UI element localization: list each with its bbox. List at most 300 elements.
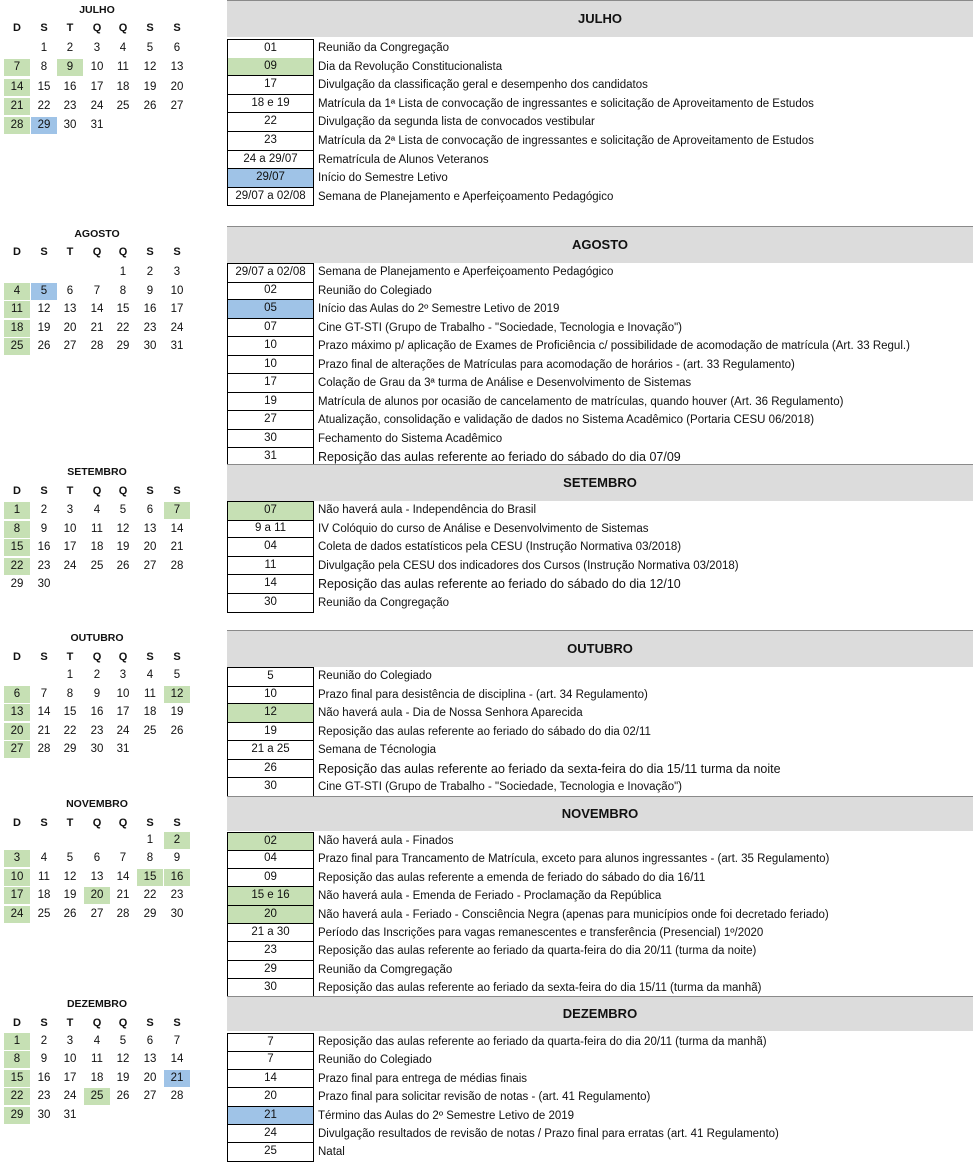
- weekday-header: S: [146, 1017, 154, 1029]
- weekday-header: Q: [92, 1017, 102, 1029]
- event-date: 30: [227, 979, 314, 997]
- calendar-day: 21: [4, 98, 30, 115]
- event-date: 24: [227, 1125, 314, 1143]
- calendar-day: 4: [40, 852, 48, 865]
- calendar-day: 31: [90, 119, 104, 132]
- month-banner-title: NOVEMBRO: [561, 806, 639, 821]
- weekday-header: D: [13, 485, 21, 497]
- calendar-day: 24: [4, 906, 30, 923]
- event-date: 22: [227, 113, 314, 132]
- calendar-day: 31: [63, 1108, 77, 1121]
- calendar-day: 15: [4, 539, 30, 556]
- calendar-day: 31: [170, 340, 184, 353]
- weekday-header: S: [146, 485, 154, 497]
- calendar-day: 10: [170, 284, 184, 297]
- event-date: 29: [227, 961, 314, 979]
- calendar-day: 4: [119, 42, 127, 54]
- calendar-day: 10: [90, 61, 104, 74]
- calendar-day: 17: [90, 80, 104, 93]
- event-description: Matrícula da 2ª Lista de convocação de ingressantes e solicitação de Aproveitamento de Estudos: [318, 135, 814, 147]
- event-date: 31: [227, 448, 314, 467]
- calendar-day: 7: [4, 59, 30, 76]
- calendar-day: 30: [143, 340, 157, 353]
- calendar-day: 2: [40, 504, 48, 516]
- calendar-day: 21: [116, 889, 130, 902]
- event-date: 14: [227, 575, 314, 594]
- calendar-day: 18: [90, 1071, 104, 1084]
- event-row: [227, 686, 973, 705]
- calendar-day: 5: [31, 283, 57, 300]
- event-row: [227, 520, 973, 539]
- calendar-day: 25: [116, 99, 130, 112]
- calendar-day: 25: [143, 724, 157, 737]
- event-row: [227, 942, 973, 960]
- calendar-day: 23: [143, 321, 157, 334]
- month-section-outubro: [0, 630, 973, 800]
- weekday-header: Q: [118, 817, 128, 829]
- weekday-header: D: [13, 1017, 21, 1029]
- calendar-day: 30: [37, 578, 51, 591]
- calendar-day: 20: [84, 887, 110, 904]
- calendar-day: 26: [116, 1090, 130, 1103]
- calendar-day: 17: [170, 303, 184, 316]
- event-date: 02: [227, 832, 314, 851]
- mini-calendar-title: AGOSTO: [74, 228, 120, 240]
- calendar-day: 13: [143, 1053, 157, 1066]
- calendar-day: 18: [4, 320, 30, 337]
- event-row: [227, 1088, 973, 1106]
- calendar-day: 27: [90, 907, 104, 920]
- event-description: Reunião da Congregação: [318, 42, 450, 54]
- event-row: [227, 76, 973, 95]
- calendar-day: 8: [146, 852, 154, 865]
- mini-calendar-title: SETEMBRO: [67, 466, 127, 478]
- event-date: 14: [227, 1070, 314, 1088]
- weekday-header: Q: [118, 651, 128, 663]
- calendar-day: 11: [4, 301, 30, 318]
- calendar-day: 13: [63, 303, 77, 316]
- event-description: Fechamento do Sistema Acadêmico: [318, 432, 503, 445]
- calendar-day: 27: [4, 741, 30, 758]
- calendar-day: 13: [143, 522, 157, 535]
- event-description: Não haverá aula - Dia de Nossa Senhora Aparecida: [318, 707, 583, 719]
- event-row: [227, 58, 973, 77]
- mini-calendar-title: NOVEMBRO: [66, 798, 128, 810]
- event-date: 23: [227, 132, 314, 151]
- month-section-julho: [0, 0, 973, 203]
- event-row: [227, 132, 973, 151]
- month-section-setembro: [0, 464, 973, 634]
- calendar-day: 13: [4, 704, 30, 721]
- calendar-day: 29: [143, 907, 157, 920]
- event-row: [227, 113, 973, 132]
- event-date: 29/07: [227, 169, 314, 188]
- mini-calendar-title: JULHO: [79, 4, 115, 16]
- calendar-day: 28: [170, 1090, 184, 1103]
- event-row: [227, 1033, 973, 1051]
- event-date: 19: [227, 393, 314, 412]
- event-date: 21 a 25: [227, 741, 314, 760]
- event-row: [227, 869, 973, 887]
- event-date: 10: [227, 356, 314, 375]
- weekday-header: Q: [92, 246, 102, 258]
- calendar-day: 8: [4, 521, 30, 538]
- weekday-header: T: [66, 485, 74, 497]
- calendar-day: 28: [37, 743, 51, 756]
- calendar-day: 16: [143, 303, 157, 316]
- event-description: Cine GT-STI (Grupo de Trabalho - "Sociedade, Tecnologia e Inovação"): [318, 781, 683, 793]
- event-row: [227, 282, 973, 301]
- calendar-day: 12: [116, 522, 130, 535]
- calendar-day: 18: [37, 889, 51, 902]
- event-description: Rematrícula de Alunos Veteranos: [318, 153, 489, 166]
- month-banner-title: OUTUBRO: [567, 641, 633, 656]
- event-description: Período das Inscrições para vagas remanescentes e transferência (Presencial) 1º/2020: [318, 927, 764, 939]
- calendar-day: 7: [173, 1035, 181, 1047]
- event-description: Início do Semestre Letivo: [318, 172, 448, 185]
- weekday-header: T: [66, 246, 74, 258]
- event-date: 15 e 16: [227, 887, 314, 905]
- calendar-day: 20: [143, 541, 157, 554]
- calendar-day: 9: [40, 522, 48, 535]
- event-description: Divulgação pela CESU dos indicadores dos Cursos (Instrução Normativa 03/2018): [318, 559, 739, 572]
- calendar-day: 17: [116, 706, 130, 719]
- event-date: 23: [227, 942, 314, 960]
- weekday-header: S: [40, 485, 48, 497]
- calendar-day: 10: [116, 687, 130, 700]
- event-description: Divulgação da segunda lista de convocados vestibular: [318, 116, 595, 129]
- weekday-header: S: [146, 651, 154, 663]
- event-date: 17: [227, 374, 314, 393]
- calendar-day: 7: [40, 687, 48, 700]
- event-row: [227, 411, 973, 430]
- weekday-header: Q: [118, 246, 128, 258]
- calendar-day: 19: [37, 321, 51, 334]
- month-banner-setembro: [227, 464, 973, 501]
- calendar-day: 17: [63, 1071, 77, 1084]
- event-row: [227, 393, 973, 412]
- event-row: [227, 39, 973, 58]
- month-banner-title: DEZEMBRO: [562, 1006, 638, 1021]
- calendar-day: 28: [170, 559, 184, 572]
- event-description: Reposição das aulas referente ao feriado da sexta-feira do dia 15/11 (turma da manhã): [318, 982, 762, 995]
- event-row: [227, 924, 973, 942]
- calendar-day: 5: [173, 669, 181, 681]
- event-date: 09: [227, 869, 314, 887]
- event-date: 09: [227, 58, 314, 77]
- calendar-day: 15: [4, 1070, 30, 1087]
- calendar-day: 15: [63, 706, 77, 719]
- calendar-day: 20: [170, 80, 184, 93]
- calendar-day: 2: [40, 1035, 48, 1047]
- calendar-day: 14: [170, 522, 184, 535]
- calendar-day: 26: [143, 99, 157, 112]
- weekday-header: D: [13, 817, 21, 829]
- event-row: [227, 741, 973, 760]
- event-date: 02: [227, 282, 314, 301]
- calendar-day: 16: [90, 706, 104, 719]
- event-date: 05: [227, 300, 314, 319]
- event-description: Coleta de dados estatísticos pela CESU (Instrução Normativa 03/2018): [318, 541, 682, 554]
- event-row: [227, 95, 973, 114]
- event-description: Não haverá aula - Independência do Brasil: [318, 504, 537, 516]
- calendar-day: 3: [173, 266, 181, 278]
- event-description: Prazo final para entrega de médias finais: [318, 1072, 528, 1085]
- event-row: [227, 538, 973, 557]
- calendar-day: 19: [63, 889, 77, 902]
- calendar-day: 2: [146, 266, 154, 278]
- calendar-day: 13: [90, 870, 104, 883]
- calendar-day: 2: [66, 42, 74, 54]
- calendar-day: 16: [37, 1071, 51, 1084]
- event-date: 20: [227, 906, 314, 924]
- calendar-day: 1: [146, 834, 154, 846]
- month-banner-title: JULHO: [577, 11, 623, 26]
- calendar-day: 2: [93, 669, 101, 681]
- calendar-day: 16: [63, 80, 77, 93]
- calendar-day: 7: [119, 852, 127, 865]
- calendar-day: 5: [119, 1035, 127, 1047]
- calendar-day: 31: [116, 743, 130, 756]
- event-description: Semana de Técnologia: [318, 744, 437, 756]
- event-row: [227, 374, 973, 393]
- event-date: 04: [227, 538, 314, 557]
- month-banner-novembro: [227, 796, 973, 831]
- calendar-day: 26: [170, 724, 184, 737]
- event-description: Matrícula de alunos por ocasião de cancelamento de matrículas, quando houver (Art. 36 Regulamento): [318, 395, 844, 408]
- calendar-day: 21: [164, 1070, 190, 1087]
- calendar-day: 5: [119, 504, 127, 516]
- calendar-day: 23: [37, 559, 51, 572]
- calendar-day: 16: [164, 869, 190, 886]
- calendar-day: 18: [116, 80, 130, 93]
- event-row: [227, 337, 973, 356]
- event-description: Divulgação resultados de revisão de notas / Prazo final para erratas (art. 41 Regulamento): [318, 1128, 779, 1140]
- event-row: [227, 1143, 973, 1161]
- calendar-day: 4: [93, 1035, 101, 1047]
- calendar-day: 23: [37, 1090, 51, 1103]
- event-date: 30: [227, 430, 314, 449]
- event-description: Reposição das aulas referente ao feriado da quarta-feira do dia 20/11 (turma da noite): [318, 945, 757, 958]
- calendar-day: 24: [63, 1090, 77, 1103]
- event-row: [227, 961, 973, 979]
- calendar-day: 1: [4, 1033, 30, 1050]
- calendar-day: 6: [4, 686, 30, 703]
- event-description: Reposição das aulas referente a emenda de feriado do sábado do dia 16/11: [318, 871, 706, 884]
- calendar-day: 19: [116, 541, 130, 554]
- calendar-day: 26: [116, 559, 130, 572]
- event-description: Prazo final para Trancamento de Matrícula, exceto para alunos ingressantes - (art. 35 Regulamento): [318, 853, 830, 866]
- event-description: Matrícula da 1ª Lista de convocação de ingressantes e solicitação de Aproveitamento de Estudos: [318, 97, 814, 110]
- event-row: [227, 1107, 973, 1125]
- event-row: [227, 557, 973, 576]
- event-description: Prazo final para desistência de disciplina - (art. 34 Regulamento): [318, 688, 648, 701]
- weekday-header: Q: [118, 22, 128, 34]
- event-description: Prazo final para solicitar revisão de notas - (art. 41 Regulamento): [318, 1091, 651, 1104]
- calendar-day: 27: [63, 340, 77, 353]
- calendar-day: 18: [90, 541, 104, 554]
- calendar-day: 7: [93, 284, 101, 297]
- calendar-day: 6: [93, 852, 101, 865]
- event-description: Término das Aulas do 2º Semestre Letivo de 2019: [318, 1109, 575, 1122]
- weekday-header: S: [40, 817, 48, 829]
- event-row: [227, 430, 973, 449]
- calendar-day: 28: [90, 340, 104, 353]
- calendar-day: 20: [63, 321, 77, 334]
- calendar-day: 30: [63, 119, 77, 132]
- month-banner-title: SETEMBRO: [563, 475, 637, 490]
- month-banner-dezembro: [227, 996, 973, 1031]
- event-date: 10: [227, 686, 314, 705]
- event-description: Reposição das aulas referente ao feriado do sábado do dia 12/10: [318, 577, 681, 592]
- event-date: 24 a 29/07: [227, 151, 314, 170]
- calendar-day: 1: [66, 669, 74, 681]
- month-section-agosto: [0, 226, 973, 464]
- weekday-header: T: [66, 1017, 74, 1029]
- weekday-header: S: [173, 485, 181, 497]
- calendar-day: 9: [93, 687, 101, 700]
- month-section-dezembro: [0, 996, 973, 1166]
- calendar-day: 28: [116, 907, 130, 920]
- weekday-header: S: [173, 22, 181, 34]
- event-date: 9 a 11: [227, 520, 314, 539]
- calendar-day: 22: [4, 1088, 30, 1105]
- event-description: Atualização, consolidação e validação de dados no Sistema Acadêmico (Portaria CESU 06/2018): [318, 414, 815, 426]
- event-row: [227, 778, 973, 797]
- calendar-day: 26: [63, 907, 77, 920]
- event-description: IV Colóquio do curso de Análise e Desenvolvimento de Sistemas: [318, 522, 649, 535]
- event-row: [227, 263, 973, 282]
- weekday-header: S: [40, 246, 48, 258]
- calendar-day: 29: [31, 117, 57, 134]
- calendar-day: 12: [37, 303, 51, 316]
- calendar-day: 9: [173, 852, 181, 865]
- calendar-day: 8: [40, 61, 48, 74]
- event-date: 11: [227, 557, 314, 576]
- event-row: [227, 501, 973, 520]
- event-date: 12: [227, 704, 314, 723]
- calendar-day: 9: [40, 1053, 48, 1066]
- calendar-day: 24: [63, 559, 77, 572]
- weekday-header: T: [66, 651, 74, 663]
- calendar-day: 14: [90, 303, 104, 316]
- event-description: Semana de Planejamento e Aperfeiçoamento Pedagógico: [318, 190, 614, 203]
- event-date: 04: [227, 850, 314, 868]
- event-date: 7: [227, 1051, 314, 1069]
- calendar-day: 21: [37, 724, 51, 737]
- calendar-day: 11: [91, 1053, 103, 1066]
- calendar-day: 3: [66, 504, 74, 516]
- calendar-day: 24: [90, 99, 104, 112]
- event-date: 29/07 a 02/08: [227, 263, 314, 283]
- event-row: [227, 832, 973, 850]
- event-row: [227, 667, 973, 686]
- calendar-day: 14: [116, 870, 130, 883]
- calendar-day: 16: [37, 541, 51, 554]
- calendar-day: 26: [37, 340, 51, 353]
- event-date: 17: [227, 76, 314, 95]
- weekday-header: S: [173, 651, 181, 663]
- calendar-day: 22: [143, 889, 157, 902]
- event-description: Dia da Revolução Constitucionalista: [318, 60, 503, 73]
- event-description: Prazo máximo p/ aplicação de Exames de Proficiência c/ possibilidade de acomodação de matrícula (Art. 33 Regul.): [318, 340, 910, 352]
- event-date: 19: [227, 723, 314, 742]
- event-date: 30: [227, 778, 314, 797]
- calendar-day: 10: [63, 522, 77, 535]
- calendar-day: 14: [37, 706, 51, 719]
- calendar-day: 6: [146, 504, 154, 516]
- event-row: [227, 1125, 973, 1143]
- event-date: 07: [227, 501, 314, 521]
- calendar-day: 11: [38, 870, 50, 883]
- calendar-day: 1: [4, 502, 30, 519]
- calendar-day: 30: [90, 743, 104, 756]
- event-date: 7: [227, 1033, 314, 1052]
- calendar-day: 10: [4, 869, 30, 886]
- calendar-day: 8: [66, 687, 74, 700]
- calendar-day: 1: [40, 42, 48, 54]
- event-description: Reunião do Colegiado: [318, 670, 432, 682]
- event-date: 5: [227, 667, 314, 687]
- calendar-day: 13: [170, 61, 184, 74]
- calendar-day: 29: [10, 578, 24, 591]
- calendar-day: 29: [63, 743, 77, 756]
- calendar-day: 3: [119, 669, 127, 681]
- event-description: Divulgação da classificação geral e desempenho dos candidatos: [318, 79, 648, 92]
- calendar-day: 24: [116, 724, 130, 737]
- calendar-day: 2: [164, 832, 190, 849]
- calendar-day: 17: [63, 541, 77, 554]
- weekday-header: Q: [92, 485, 102, 497]
- event-description: Natal: [318, 1146, 345, 1159]
- calendar-day: 4: [146, 669, 154, 681]
- calendar-day: 27: [170, 99, 184, 112]
- calendar-day: 14: [4, 79, 30, 96]
- calendar-day: 20: [143, 1071, 157, 1084]
- weekday-header: Q: [118, 1017, 128, 1029]
- event-row: [227, 319, 973, 338]
- event-date: 21 a 30: [227, 924, 314, 942]
- weekday-header: S: [40, 1017, 48, 1029]
- calendar-day: 3: [4, 850, 30, 867]
- event-description: Reunião da Comgregação: [318, 963, 453, 976]
- mini-calendar-title: OUTUBRO: [70, 632, 124, 644]
- weekday-header: S: [146, 22, 154, 34]
- event-row: [227, 594, 973, 613]
- calendar-day: 9: [57, 59, 83, 76]
- month-banner-agosto: [227, 226, 973, 263]
- event-row: [227, 979, 973, 997]
- calendar-day: 18: [143, 706, 157, 719]
- event-row: [227, 151, 973, 170]
- event-row: [227, 575, 973, 594]
- calendar-day: 7: [164, 502, 190, 519]
- weekday-header: Q: [92, 817, 102, 829]
- event-description: Reunião do Colegiado: [318, 1054, 432, 1067]
- weekday-header: D: [13, 22, 21, 34]
- calendar-day: 23: [90, 724, 104, 737]
- calendar-day: 24: [170, 321, 184, 334]
- calendar-day: 11: [91, 522, 103, 535]
- calendar-day: 19: [116, 1071, 130, 1084]
- calendar-day: 4: [4, 283, 30, 300]
- month-section-novembro: [0, 796, 973, 995]
- calendar-day: 19: [143, 80, 157, 93]
- event-description: Reposição das aulas referente ao feriado da quarta-feira do dia 20/11 (turma da manhã): [318, 1036, 767, 1048]
- weekday-header: T: [66, 817, 74, 829]
- weekday-header: S: [173, 817, 181, 829]
- calendar-day: 4: [93, 504, 101, 516]
